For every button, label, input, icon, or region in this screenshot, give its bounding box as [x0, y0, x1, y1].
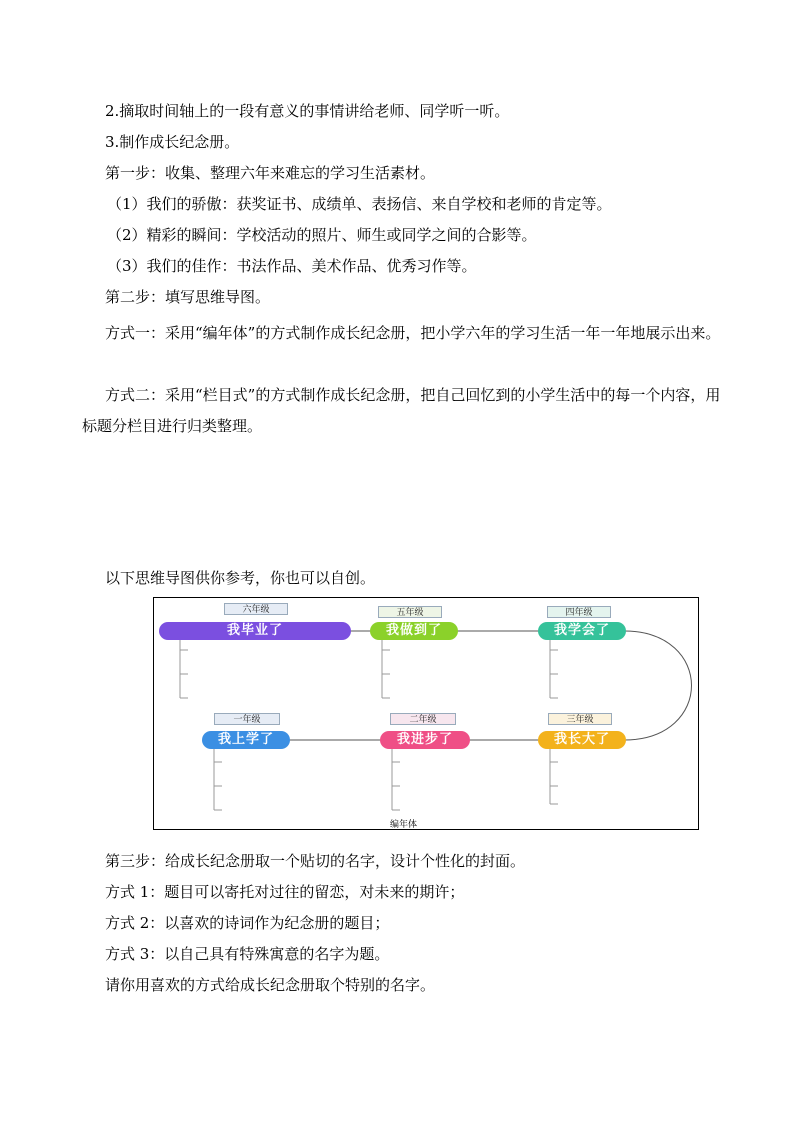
para-way-1: 方式 1：题目可以寄托对过往的留恋，对未来的期许； [105, 883, 465, 901]
para-method-one: 方式一：采用“编年体”的方式制作成长纪念册，把小学六年的学习生活一年一年地展示出来。 [105, 324, 721, 342]
mind-map-diagram [153, 597, 699, 830]
node-grew-up: 我长大了 [538, 731, 626, 749]
para-way-3: 方式 3：以自己具有特殊寓意的名字为题。 [105, 945, 390, 963]
grade-tag-5: 五年级 [378, 606, 442, 618]
para-moments: （2）精彩的瞬间：学校活动的照片、师生或同学之间的合影等。 [107, 226, 537, 244]
para-mindmap-intro: 以下思维导图供你参考，你也可以自创。 [105, 569, 376, 587]
diagram-caption: 编年体 [390, 820, 418, 830]
para-method-two: 方式二：采用“栏目式”的方式制作成长纪念册，把自己回忆到的小学生活中的每一个内容，用标题分栏目进行归类整理。 [82, 386, 721, 435]
node-started-school: 我上学了 [202, 731, 290, 749]
grade-tag-6: 六年级 [224, 603, 288, 615]
grade-tag-3: 三年级 [548, 713, 612, 725]
para-step3-item: 3.制作成长纪念册。 [105, 133, 240, 151]
para-third-step: 第三步：给成长纪念册取一个贴切的名字，设计个性化的封面。 [105, 852, 526, 870]
para-first-step: 第一步：收集、整理六年来难忘的学习生活素材。 [105, 164, 436, 182]
node-learned: 我学会了 [538, 622, 626, 640]
para-proud: （1）我们的骄傲：获奖证书、成绩单、表扬信、来自学校和老师的肯定等。 [107, 195, 612, 213]
node-achieved: 我做到了 [370, 622, 458, 640]
grade-tag-4: 四年级 [547, 606, 611, 618]
para-works: （3）我们的佳作：书法作品、美术作品、优秀习作等。 [107, 257, 477, 275]
para-step2-item: 2.摘取时间轴上的一段有意义的事情讲给老师、同学听一听。 [105, 102, 510, 120]
node-graduated: 我毕业了 [159, 622, 351, 640]
para-request: 请你用喜欢的方式给成长纪念册取个特别的名字。 [105, 976, 436, 994]
grade-tag-1: 一年级 [214, 713, 280, 725]
para-way-2: 方式 2：以喜欢的诗词作为纪念册的题目； [105, 914, 390, 932]
grade-tag-2: 二年级 [390, 713, 456, 725]
para-second-step: 第二步：填写思维导图。 [105, 288, 271, 306]
node-progressed: 我进步了 [380, 731, 470, 749]
